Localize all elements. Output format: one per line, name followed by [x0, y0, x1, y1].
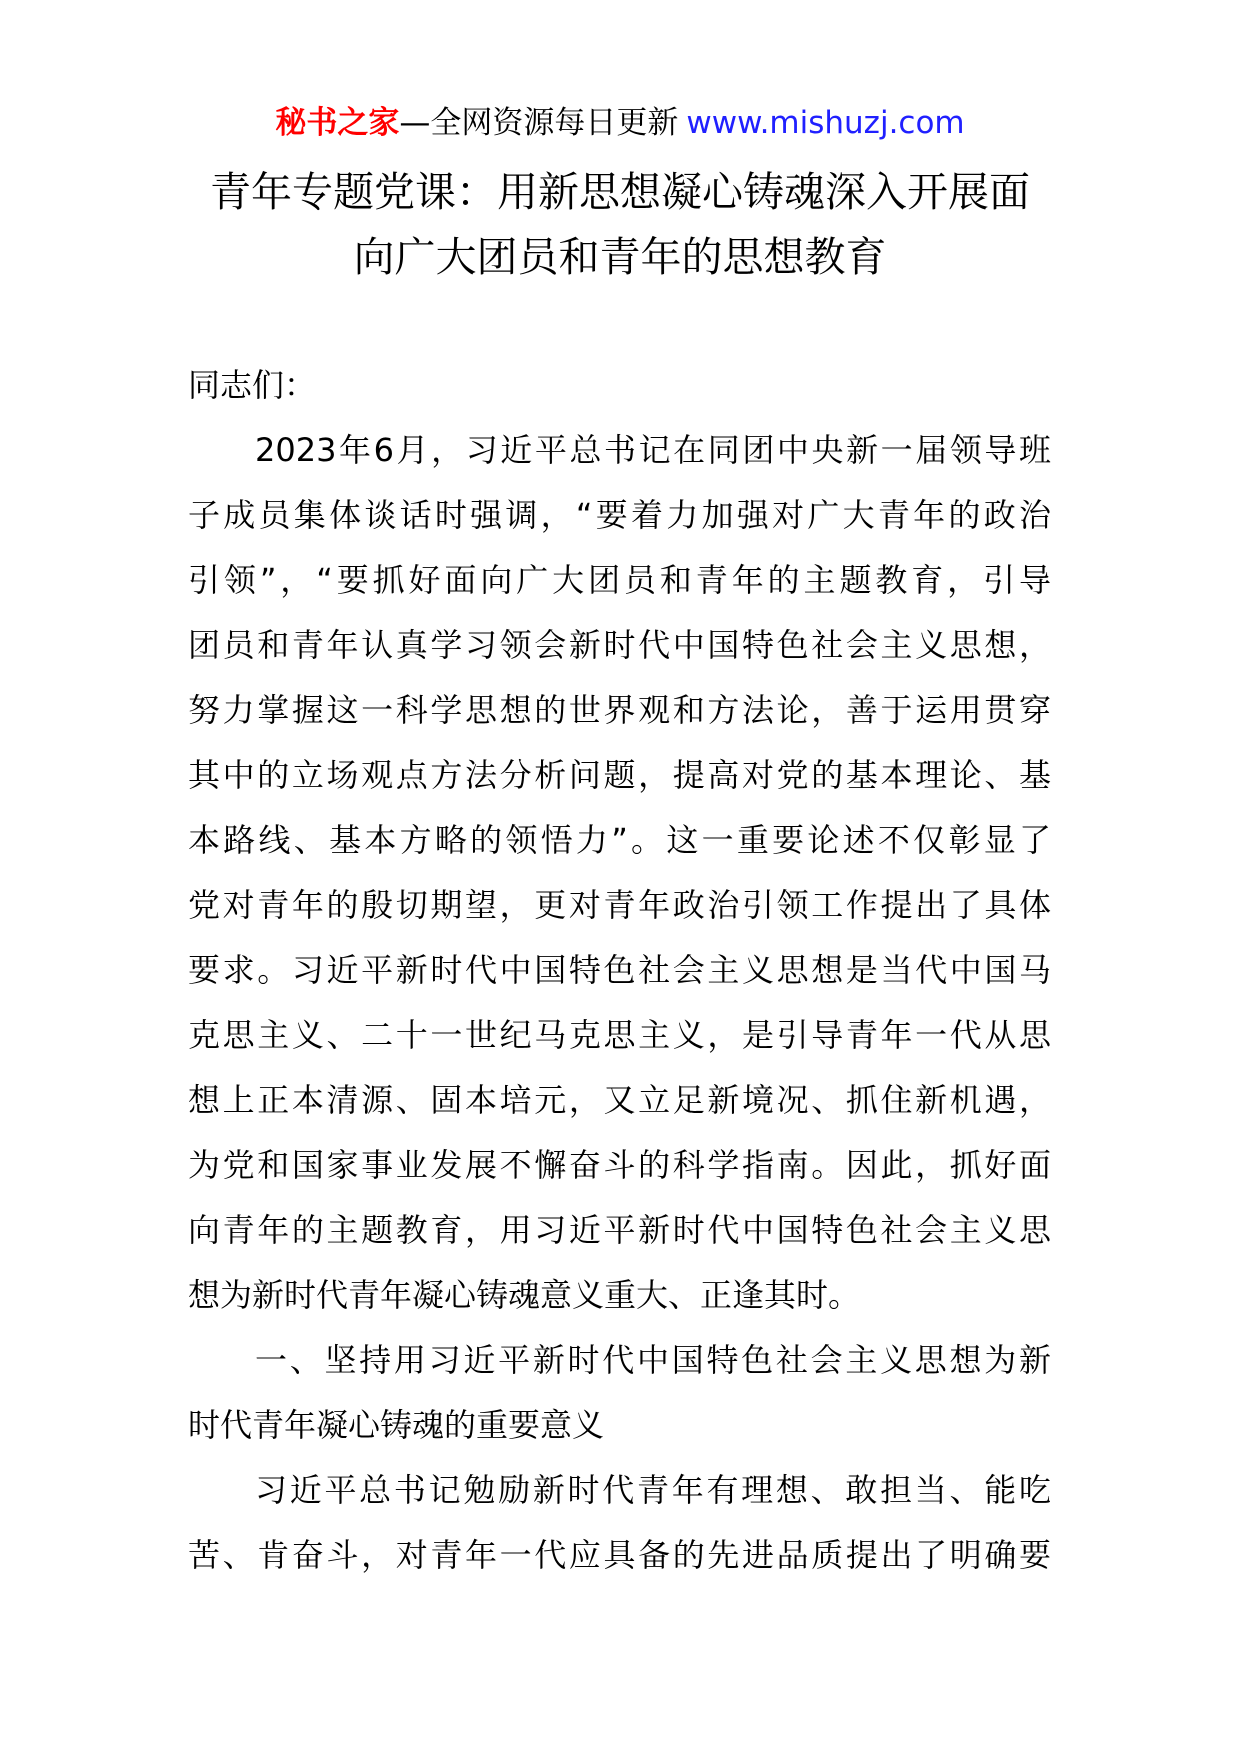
paragraph-line: 向青年的主题教育，用习近平新时代中国特色社会主义思 [188, 1211, 1051, 1249]
site-header [0, 103, 1240, 143]
paragraph-line: 想为新时代青年凝心铸魂意义重大、正逢其时。 [188, 1276, 861, 1314]
paragraph-line: 引领”，“要抓好面向广大团员和青年的主题教育，引导 [188, 561, 1051, 599]
paragraph-line: 党对青年的殷切期望，更对青年政治引领工作提出了具体 [188, 886, 1051, 924]
paragraph-line: 为党和国家事业发展不懈奋斗的科学指南。因此，抓好面 [188, 1146, 1051, 1184]
title-line: 青年专题党课：用新思想凝心铸魂深入开展面 [210, 168, 1030, 216]
paragraph-line: 克思主义、二十一世纪马克思主义，是引导青年一代从思 [188, 1016, 1051, 1054]
paragraph-intro [188, 418, 1051, 1328]
paragraph-line: 努力掌握这一科学思想的世界观和方法论，善于运用贯穿 [188, 691, 1051, 729]
section-heading-line: 一、坚持用习近平新时代中国特色社会主义思想为新 [255, 1341, 1051, 1379]
paragraph-line: 团员和青年认真学习领会新时代中国特色社会主义思想， [188, 626, 1051, 664]
site-tagline: —全网资源每日更新 [399, 105, 679, 141]
site-brand: 秘书之家 [275, 105, 400, 141]
document-body [188, 353, 1051, 1588]
paragraph-section-one [188, 1458, 1051, 1588]
title-line: 向广大团员和青年的思想教育 [353, 233, 887, 281]
paragraph-line: 要求。习近平新时代中国特色社会主义思想是当代中国马 [188, 951, 1051, 989]
section-heading [188, 1328, 1051, 1458]
document-title [0, 160, 1240, 290]
site-url-link[interactable]: www.mishuzj.com [686, 105, 965, 141]
paragraph-line: 本路线、基本方略的领悟力”。这一重要论述不仅彰显了 [188, 821, 1051, 859]
paragraph-line: 子成员集体谈话时强调，“要着力加强对广大青年的政治 [188, 496, 1051, 534]
paragraph-line: 想上正本清源、固本培元，又立足新境况、抓住新机遇， [188, 1081, 1051, 1119]
section-heading-line: 时代青年凝心铸魂的重要意义 [188, 1406, 605, 1444]
paragraph-line: 习近平总书记勉励新时代青年有理想、敢担当、能吃 [255, 1471, 1051, 1509]
paragraph-line: 其中的立场观点方法分析问题，提高对党的基本理论、基 [188, 756, 1051, 794]
paragraph-line: 2023年6月，习近平总书记在同团中央新一届领导班 [255, 431, 1051, 469]
paragraph-line: 苦、肯奋斗，对青年一代应具备的先进品质提出了明确要 [188, 1536, 1051, 1574]
salutation: 同志们： [188, 366, 317, 404]
